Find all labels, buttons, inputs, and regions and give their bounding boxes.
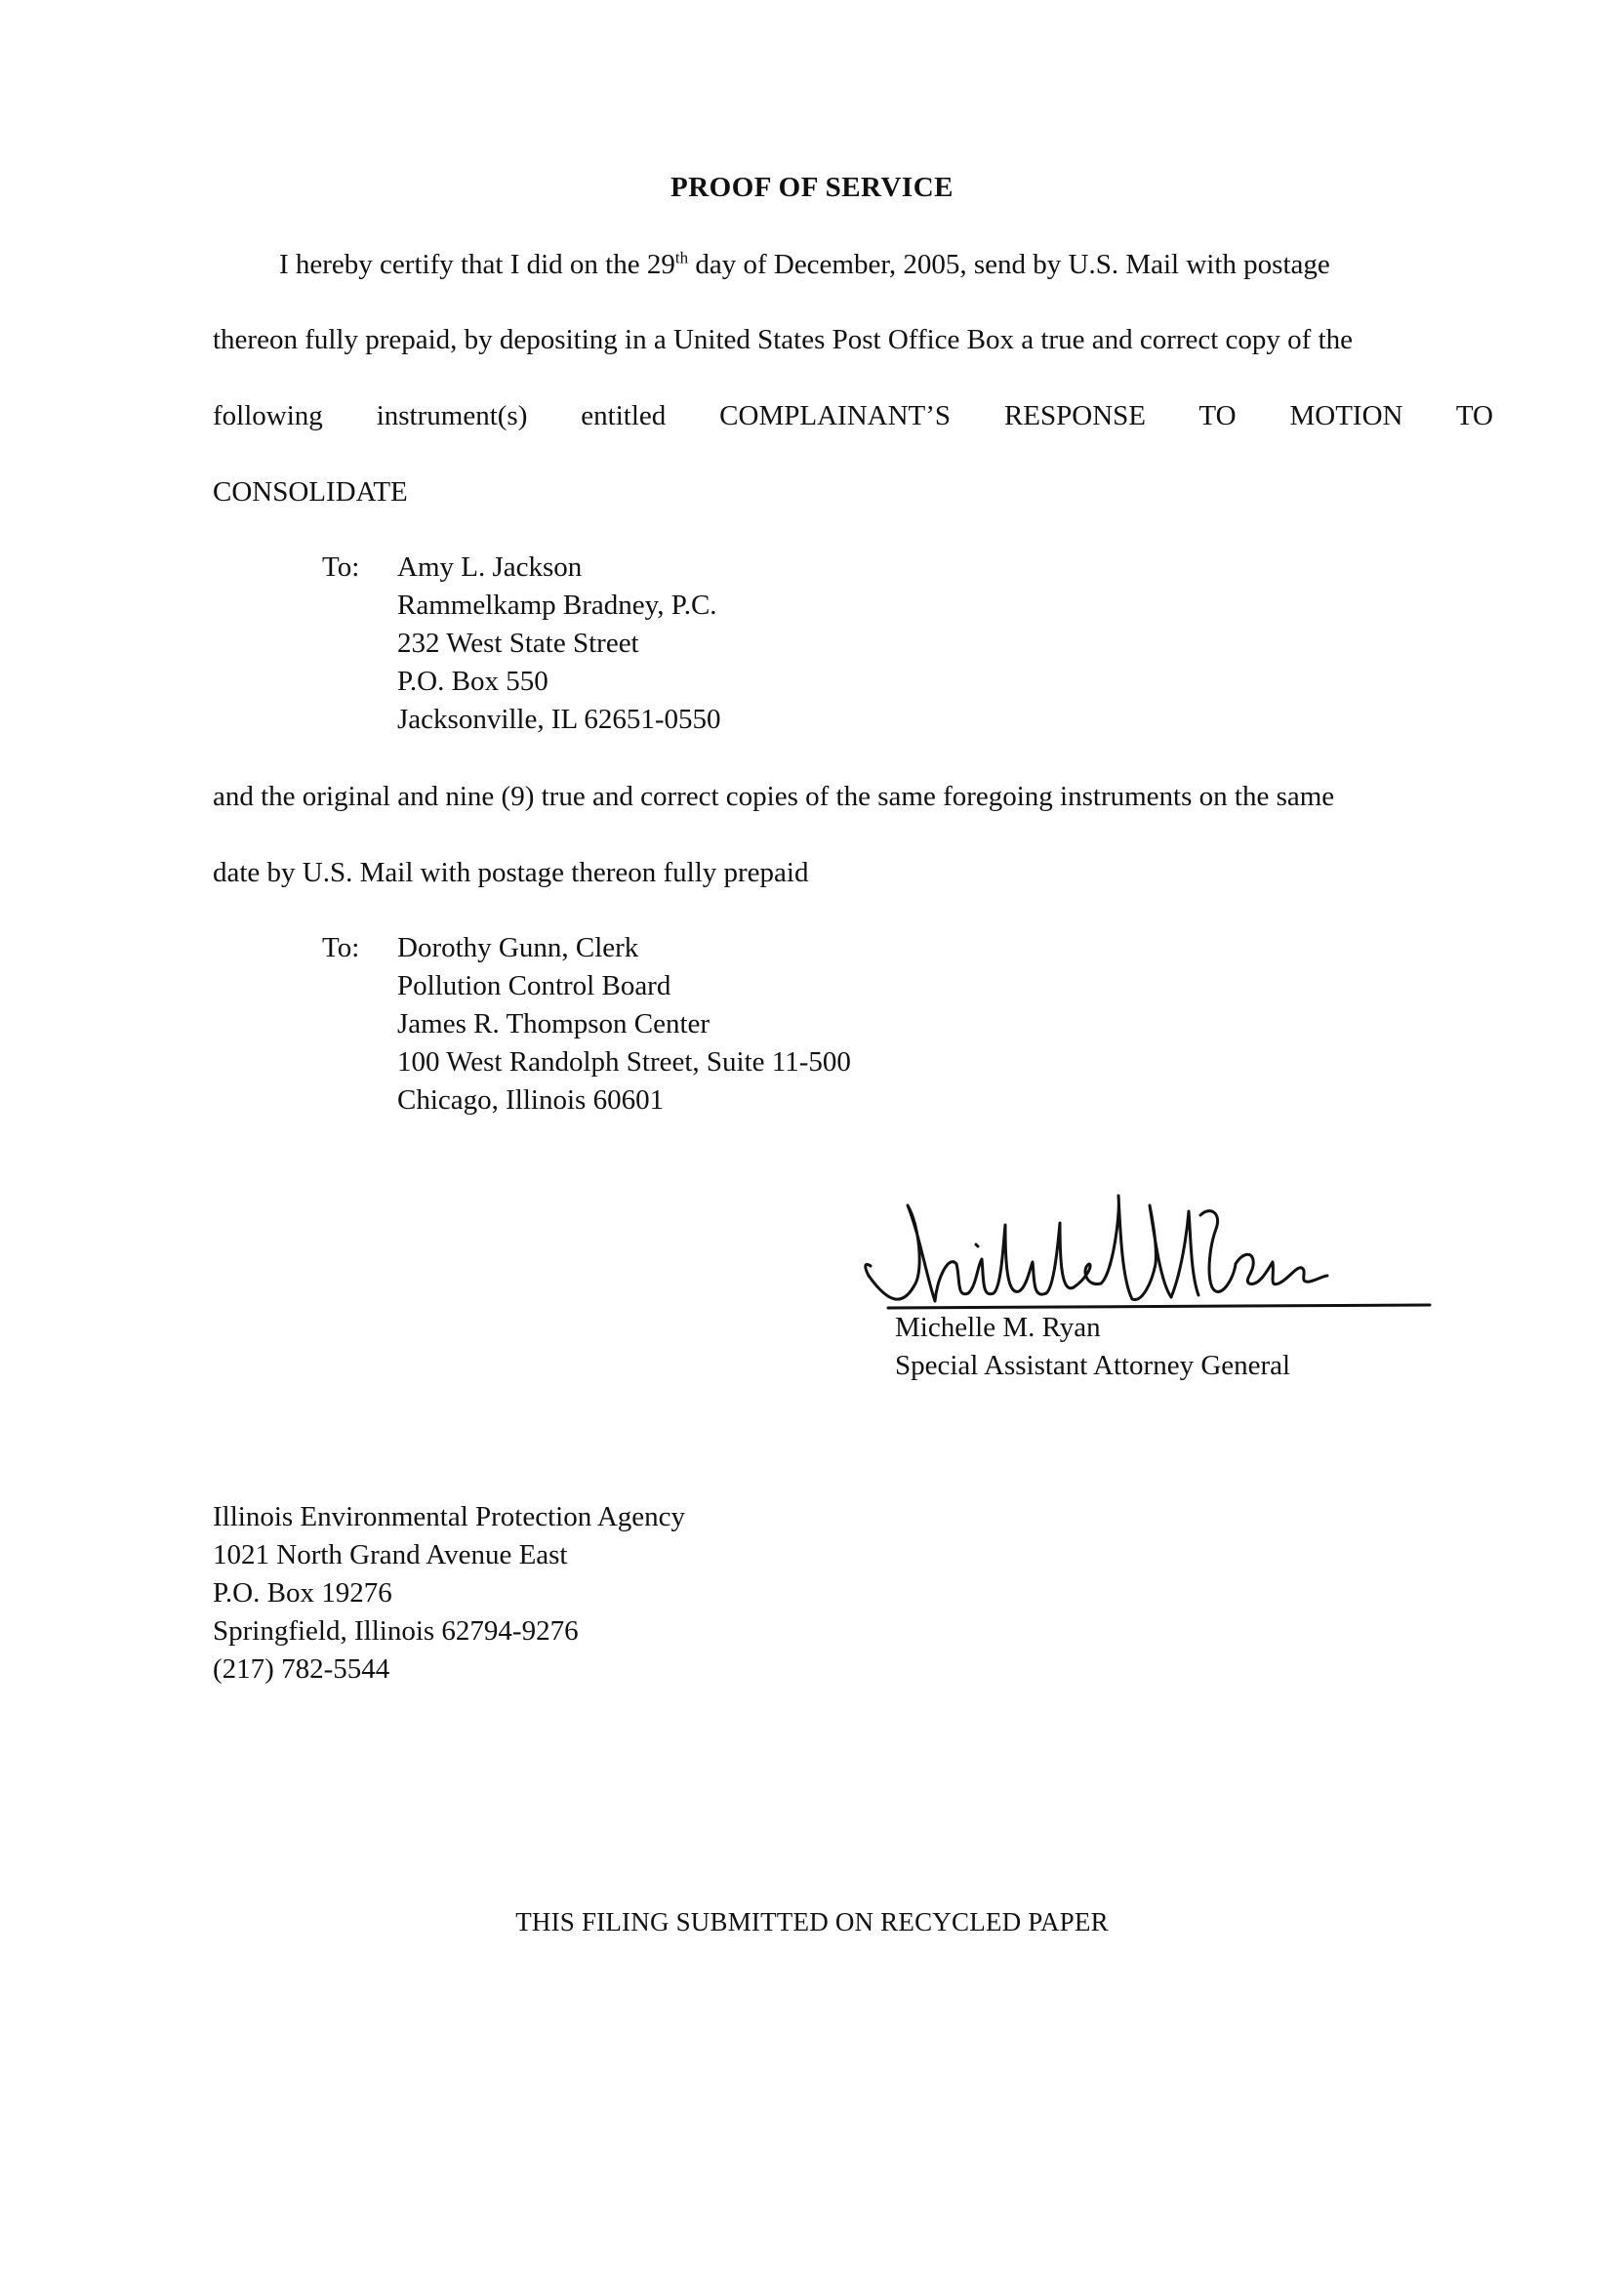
- to-label: To:: [322, 932, 360, 963]
- agency-address: [213, 1498, 685, 1689]
- agency-name: Illinois Environmental Protection Agency: [213, 1501, 686, 1532]
- recycled-paper-notice: THIS FILING SUBMITTED ON RECYCLED PAPER: [515, 1907, 1109, 1936]
- agency-street: 1021 North Grand Avenue East: [213, 1539, 568, 1570]
- recipient-building: James R. Thompson Center: [397, 1008, 710, 1039]
- recipient-city: Jacksonville, IL 62651-0550: [397, 704, 721, 735]
- certification-text-end: day of December, 2005, send by U.S. Mail with postage: [688, 249, 1330, 280]
- recipient-street: 100 West Randolph Street, Suite 11-500: [397, 1046, 851, 1078]
- certification-text-start: I hereby certify that I did on the 29: [279, 249, 675, 280]
- recipient-name: Dorothy Gunn, Clerk: [397, 932, 639, 963]
- certification-line-1: [213, 249, 1493, 281]
- original-copies-line-1: and the original and nine (9) true and correct copies of the same foregoing instruments on the same: [213, 781, 1335, 812]
- agency-po-box: P.O. Box 19276: [213, 1577, 392, 1609]
- signature-image: [859, 1186, 1444, 1323]
- recipient-firm: Rammelkamp Bradney, P.C.: [397, 590, 717, 621]
- ordinal-suffix: th: [674, 248, 689, 267]
- recipient-street: 232 West State Street: [397, 628, 639, 659]
- original-copies-line-2: date by U.S. Mail with postage thereon fully prepaid: [213, 857, 809, 888]
- certification-line-2: thereon fully prepaid, by depositing in a United States Post Office Box a true and correct copy of the: [213, 324, 1354, 355]
- signatory-block: [895, 1309, 1290, 1385]
- recipient-organization: Pollution Control Board: [397, 970, 671, 1001]
- signature: [859, 1186, 1444, 1323]
- to-label: To:: [322, 551, 360, 583]
- agency-city: Springfield, Illinois 62794-9276: [213, 1615, 579, 1647]
- recipient-po-box: P.O. Box 550: [397, 666, 548, 697]
- recipient-city: Chicago, Illinois 60601: [397, 1084, 665, 1116]
- certification-line-3: following instrument(s) entitled COMPLAINANT’S RESPONSE TO MOTION TO: [213, 400, 1493, 431]
- signatory-name: Michelle M. Ryan: [895, 1312, 1101, 1343]
- certification-line-4: CONSOLIDATE: [213, 476, 408, 508]
- agency-phone: (217) 782-5544: [213, 1653, 390, 1685]
- page-title: PROOF OF SERVICE: [670, 172, 954, 203]
- recipient-name: Amy L. Jackson: [397, 551, 583, 583]
- signatory-title: Special Assistant Attorney General: [895, 1350, 1291, 1381]
